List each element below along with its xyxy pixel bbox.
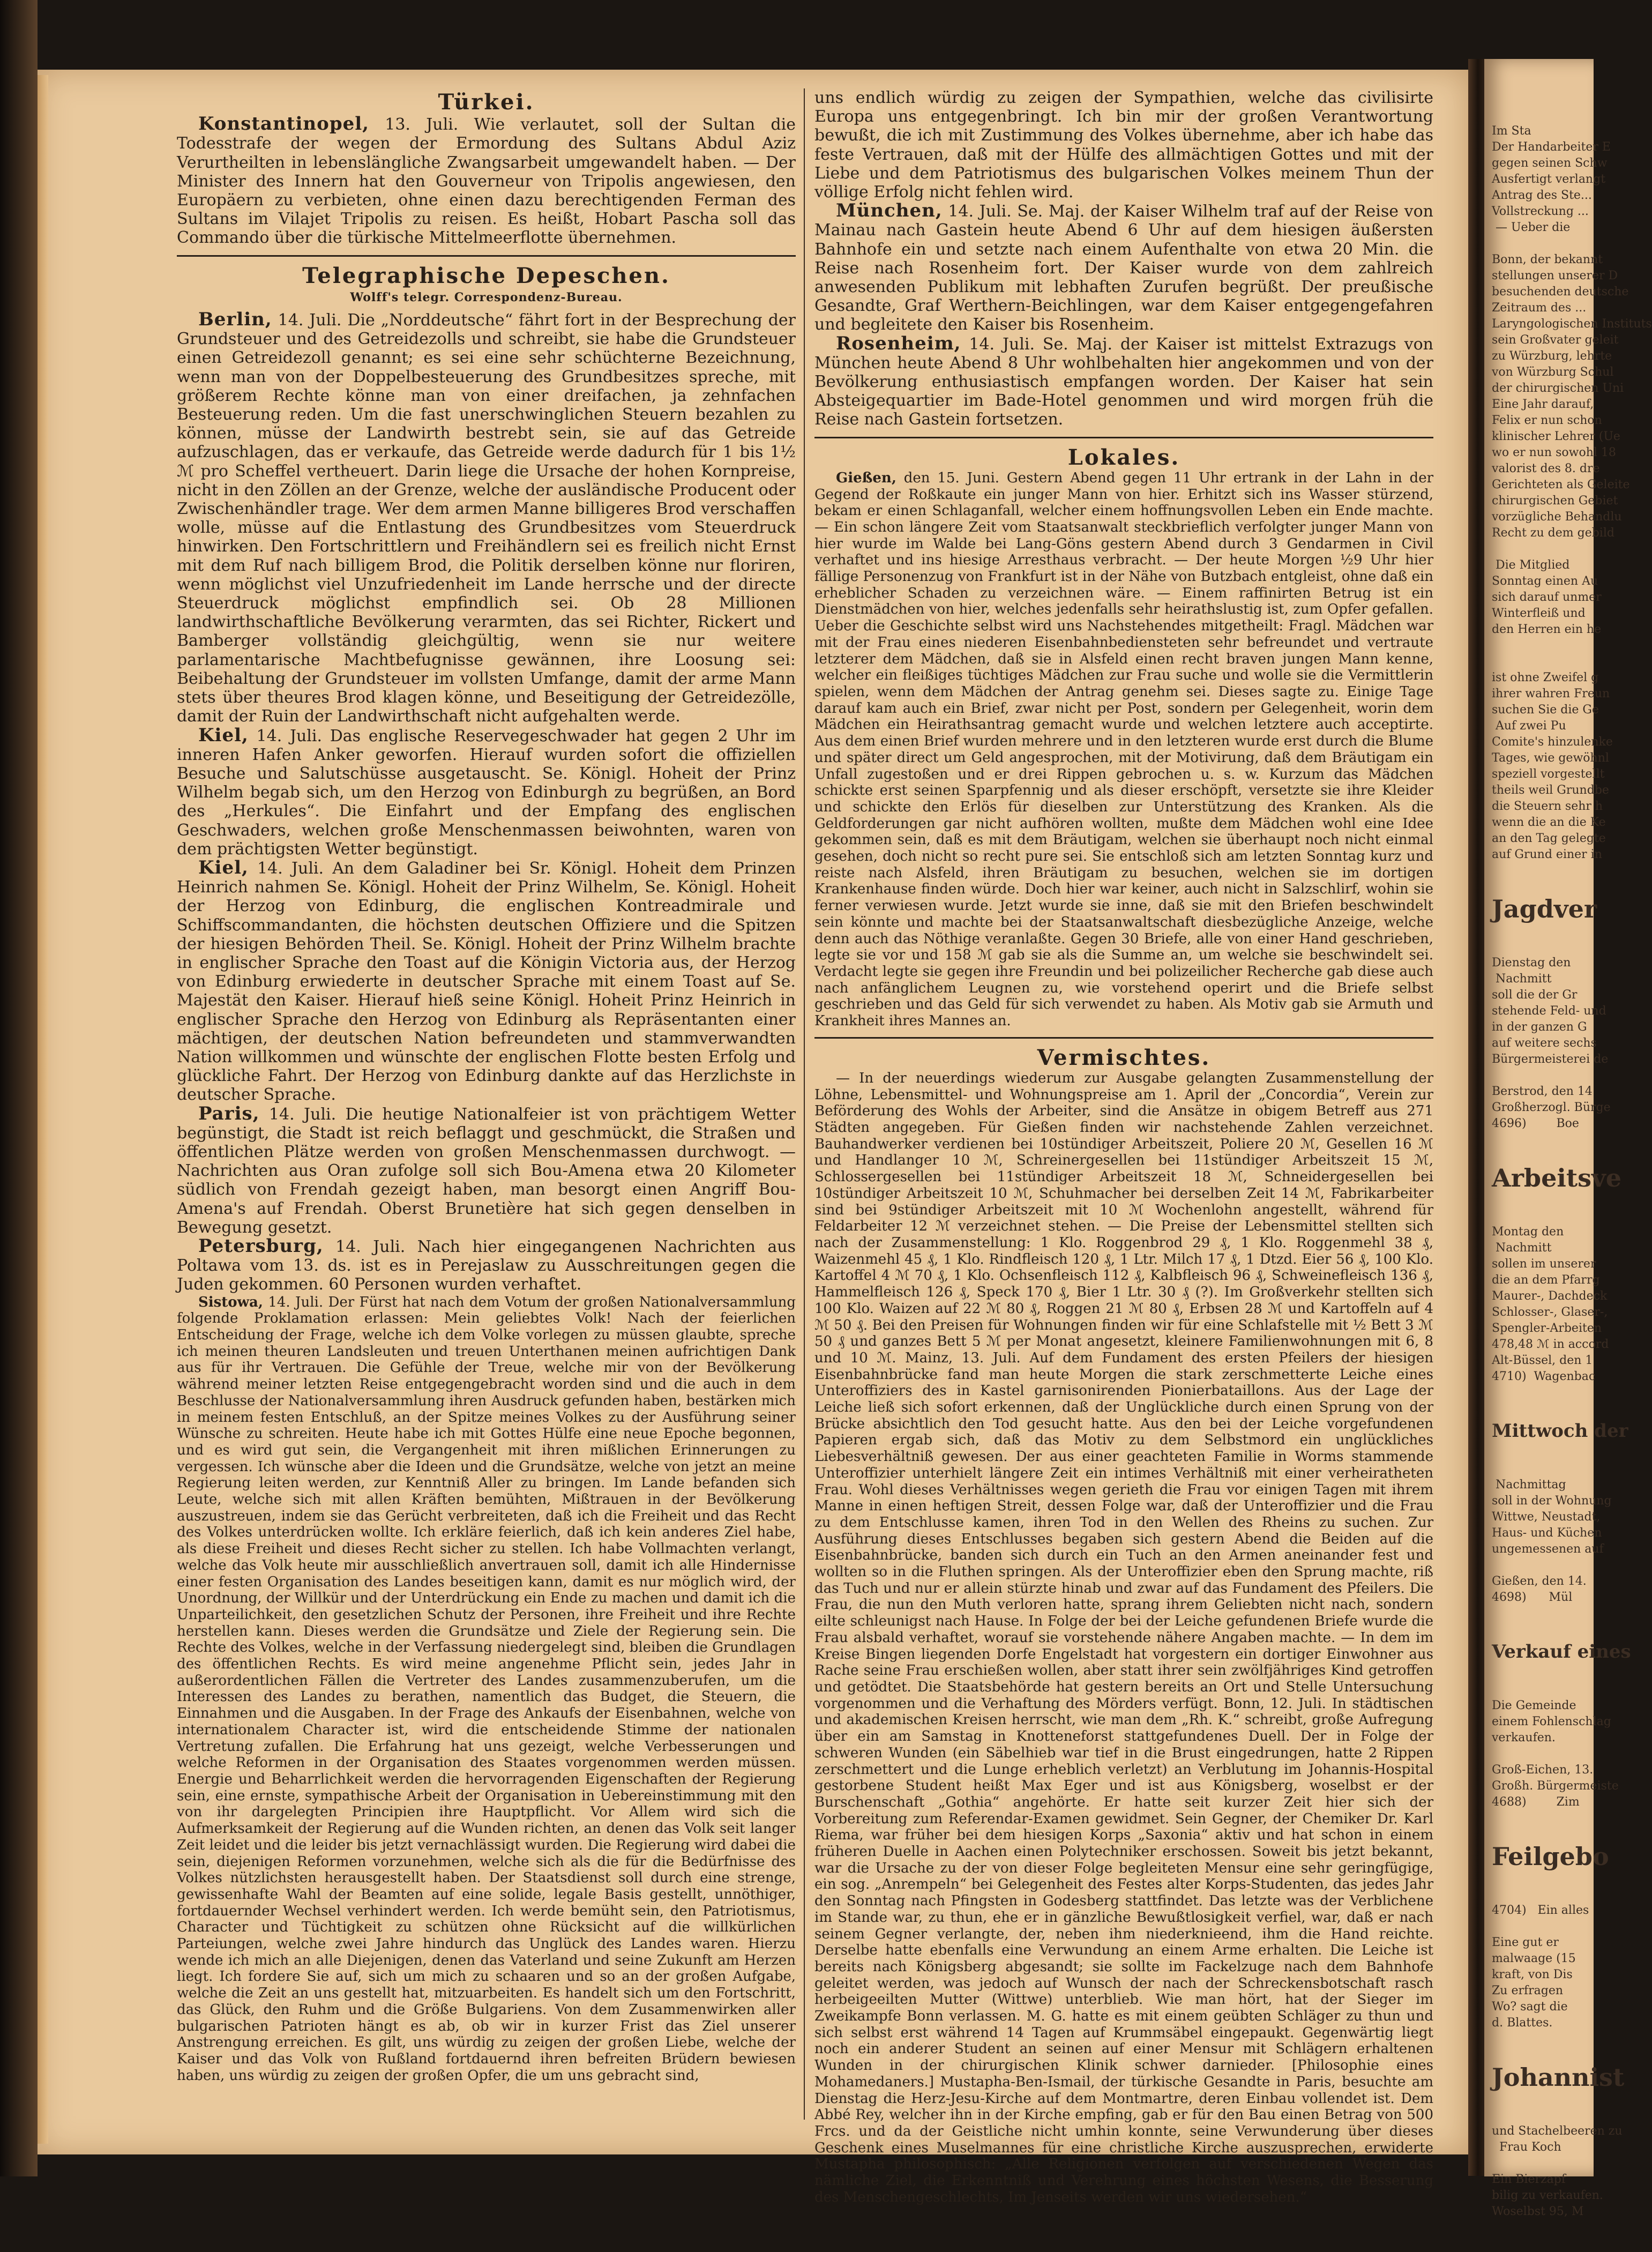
dateline-place: Sistowa, [198,1294,263,1310]
article-konstantinopel [177,115,796,247]
article-kiel-2 [177,856,796,1105]
ad-text: Dienstag den Nachmitt soll die der Gr stehende Feld- und in der ganzen G auf weitere sechs Bürgermeisterei de Berstrod, den 14 Großherzogl. Bürge 4696) Boe [1492,956,1611,1130]
dateline-place: Kiel, [198,724,249,746]
ad-heading: Johannist [1492,2063,1625,2092]
dateline-place: Gießen, [836,469,896,486]
ad-text: Nachmittag soll in der Wohnung Wittwe, Neustadt, Haus- und Küchen ungemessenen auf Gießen, den 14. 4698) Mül [1492,1478,1612,1604]
article-vermischtes: — In der neuerdings wiederum zur Ausgabe gelangten Zusammenstellung der Löhne, Lebensmittel- und Wohnungspreise am 1. April der „Concordia“, Verein zur Beförderung des Wohls der Arbeiter, sind die Ansätze in obigem Betreff aus 271 Städten angegeben. Für Gießen finden wir nachstehende Zahlen verzeichnet. Bauhandwerker verdienen bei 10stündiger Arbeitszeit, Poliere 20 ℳ, Gesellen 16 ℳ und Handlanger 10 ℳ, Schreinergesellen bei 11stündiger Arbeitszeit 15 ℳ, Schlossergesellen bei 11stündiger Arbeitszeit 18 ℳ, Schneidergesellen bei 10stündiger Arbeitszeit 10 ℳ, Schuhmacher bei derselben Zeit 14 ℳ, Fabrikarbeiter sind bei 9stündiger Arbeitszeit mit 10 ℳ Wochenlohn angestellt, während für Feldarbeiter 12 ℳ verzeichnet stehen. — Die Preise der Lebensmittel stellten sich nach der Zusammenstellung: 1 Klo. Roggenbrod 29 ₰, 1 Klo. Roggenmehl 38 ₰, Waizenmehl 45 ₰, 1 Klo. Rindfleisch 120 ₰, 1 Ltr. Milch 17 ₰, 1 Dtzd. Eier 56 ₰, 100 Klo. Kartoffel 4 ℳ 70 ₰, 1 Klo. Ochsenfleisch 112 ₰, Kalbfleisch 96 ₰, Schweinefleisch 136 ₰, Hammelfleisch 126 ₰, Speck 170 ₰, Bier 1 Ltr. 30 ₰ (?). Im Großverkehr stellten sich 100 Klo. Waizen auf 22 ℳ 80 ₰, Roggen 21 ℳ 80 ₰, Erbsen 28 ℳ und Kartoffeln auf 4 ℳ 50 ₰. Bei den Preisen für Wohnungen finden wir für eine Schlafstelle mit ½ Bett 3 ℳ 50 ₰ und ganzes Bett 5 ℳ per Monat angesetzt, kleinere Familienwohnungen mit 6, 8 und 10 ℳ. Mainz, 13. Juli. Auf dem Fundament des ersten Pfeilers der hiesigen Eisenbahnbrücke fand man heute Morgen die stark zerschmetterte Leiche eines Unteroffiziers des in Kastel garnisonirenden Pionierbataillons. Aus der Lage der Leiche ließ sich sofort erkennen, daß der Unglückliche durch einen Sprung von der Brücke absichtlich den Tod gesucht hatte. Aus den bei der Leiche vorgefundenen Papieren ergab sich, daß das Motiv zu dem Selbstmord ein unglückliches Liebesverhältniß gewesen. Der aus einer geachteten Familie in Worms stammende Unteroffizier unterhielt längere Zeit ein intimes Verhältniß mit einer verheiratheten Frau. Wohl dieses Verhältnisses wegen gerieth die Frau vor einigen Tagen mit ihrem Manne in einen heftigen Streit, dessen Folge war, daß der Unteroffizier und die Frau zu dem Entschlusse kamen, ihren Tod in den Wellen des Rheins zu suchen. Zur Ausführung dieses Entschlusses begaben sich gestern Abend die Beiden auf die Eisenbahnbrücke, banden sich durch ein Tuch an den Armen aneinander fest und wollten so in die Fluthen springen. Als der Unteroffizier eben den Sprung machte, riß das Tuch und nur er allein stürzte hinab und zwar auf das Fundament des Pfeilers. Die Frau, die nun den Muth verloren hatte, sprang ihrem Geliebten nicht nach, sondern eilte schleunigst nach Hause. In Folge der bei der Leiche gefundenen Briefe wurde die Frau alsbald verhaftet, worauf sie vorstehende nähere Angaben machte. — In dem im Kreise Bingen liegenden Dorfe Engelstadt hat vorgestern ein dortiger Einwohner aus Rache seine Frau erschießen wollen, aber statt ihrer sein zwölfjähriges Kind getroffen und getödtet. Die Staatsbehörde hat gestern bereits an Ort und Stelle Untersuchung vorgenommen und die Verhaftung des Mörders verfügt. Bonn, 12. Juli. In städtischen und akademischen Kreisen herrscht, wie man dem „Rh. K.“ schreibt, große Aufregung über ein am Samstag in Knotteneforst stattgefundenes Duell. Der in Folge der schweren Wunden (ein Säbelhieb war tief in die Brust eingedrungen, hatte 2 Rippen zerschmettert und die Lunge erheblich verletzt) an Verblutung im Johannis-Hospital gestorbene Student heißt Max Eger und ist aus Königsberg, woselbst er der Burschenschaft „Gothia“ angehörte. Er hatte seit kurzer Zeit hier sich der Vorbereitung zum Referendar-Examen gewidmet. Sein Gegner, der Chemiker Dr. Karl Riema, war früher bei dem hiesigen Korps „Saxonia“ aktiv und hat schon in einem früheren Duelle in Aachen einen Polytechniker erschossen. Soweit bis jetzt bekannt, war die Ursache zu der von dieser Folge begleiteten Mensur eine sehr geringfügige, ein sog. „Anrempeln“ bei Gelegenheit des Festes alter Korps-Studenten, das jedes Jahr den Sonntag nach Pfingsten in Godesberg stattfindet. Das letzte was der Verblichene im Stande war, zu thun, ehe er in gänzliche Bewußtlosigkeit verfiel, war, daß er nach seinem Gegner verlangte, der, neben ihm niederknieend, ihm die Hand reichte. Derselbe hatte ebenfalls eine Verwundung an einem Arme erhalten. Die Leiche ist bereits nach Königsberg abgesandt; sie sollte im Fackelzuge nach dem Bahnhofe geleitet werden, was jedoch auf Wunsch der nach der Schreckensbotschaft rasch herbeigeeilten Mutter (Wittwe) unterblieb. Wie man hört, hat der Sieger im Zweikampfe Bonn verlassen. M. G. hatte es mit einem geübten Schläger zu thun und sich selbst erst während 14 Tagen auf Krummsäbel eingepaukt. Gegenwärtig liegt noch ein anderer Student an seinen auf einer Mensur mit Schlägern erhaltenen Wunden in der chirurgischen Klinik schwer darnieder. [Philosophie eines Mohamedaners.] Mustapha-Ben-Ismail, der türkische Gesandte in Paris, besuchte am Dienstag die Herz-Jesu-Kirche auf dem Montmartre, deren Einbau vollendet ist. Dem Abbé Rey, welcher ihn in der Kirche empfing, gab er für den Bau einen Betrag von 500 Frcs. und da der Geistliche nicht umhin konnte, seine Verwunderung über dieses Geschenk eines Muselmannes für eine christliche Kirche auszusprechen, erwiderte Mustapha philosophisch: „Alle Religionen verfolgen auf verschiedenen Wegen das nämliche Ziel, die Erkenntniß und Verehrung eines höchsten Wesens, die Besserung des Menschengeschlechts, Im Jenseits werden wir uns wiedersehen.“ [814,1070,1433,2205]
ad-text: 4704) Ein alles Eine gut er malwaage (15 kraft, von Dis Zu erfragen Wo? sagt die d. Blattes. [1492,1904,1589,2030]
section-heading-vermischtes: Vermischtes. [1037,1045,1211,1070]
dateline-place: Berlin, [198,309,272,331]
ad-heading: Jagdver [1492,894,1597,923]
article-muenchen [814,202,1433,334]
dateline-place: Petersburg, [198,1235,324,1257]
section-rule [177,255,796,257]
ad-heading: Mittwoch der [1492,1420,1628,1442]
column-divider [804,88,805,2120]
adjacent-page-text [1492,91,1652,2252]
article-rosenheim [814,334,1433,429]
article-text: 14. Juli. Der Fürst hat nach dem Votum der großen Nationalversammlung folgende Proklamation erlassen: Mein geliebtes Volk! Nach der feierlichen Entscheidung der Frage, welche ich dem Volke vorlegen zu müssen glaubte, spreche ich meinen theuren Landsleuten und treuen Unterthanen meinen aufrichtigen Dank aus für ihr Vertrauen. Die Gefühle der Treue, welche mir von der Bevölkerung während meiner letzten Reise entgegengebracht worden sind und die auch in dem Beschlusse der Nationalversammlung ihren Ausdruck gefunden haben, bestärken mich in meinem festen Entschluß, an der Spitze meines Volkes zu der Ausführung seiner Wünsche zu schreiten. Heute habe ich mit Gottes Hülfe eine neue Epoche begonnen, und es wird gut sein, die Vergangenheit mit ihren mißlichen Erinnerungen zu vergessen. Ich wünsche aber die Ideen und die Grundsätze, welche von jetzt an meine Regierung leiten werden, zur Kenntniß Aller zu bringen. Im Lande befanden sich Leute, welche sich mit allen Kräften bemühten, Mißtrauen in der Bevölkerung auszustreuen, indem sie das Gerücht verbreiteten, daß ich die Freiheit und das Recht des Volkes unterdrücken wollte. Ich erkläre feierlich, daß ich kein anderes Ziel habe, als diese Freiheit und dieses Recht sicher zu stellen. Ich habe Vollmachten verlangt, welche das Volk heute mir ausschließlich anvertrauen soll, damit ich alle Hindernisse einer festen Organisation des Landes beseitigen kann, damit es nur möglich wird, der Unordnung, der Willkür und der Unterdrückung ein Ende zu machen und damit ich die Unparteilichkeit, den gesetzlichen Schutz der Personen, ihre Freiheit und ihre Rechte herstellen kann. Dieses werden die Grundsätze und Ziele der Regierung sein. Die Rechte des Volkes, welche in der Verfassung niedergelegt sind, bleiben die Grundlagen des öffentlichen Rechts. Es wird meine angenehme Pflicht sein, jedes Jahr in außerordentlichen Fällen die Vertreter des Landes zusammenzuberufen, um die Interessen des Landes zu berathen, namentlich das Budget, die Steuern, die Einnahmen und die Ausgaben. In der Frage des Ankaufs der Eisenbahnen, welche von internationalem Character ist, wird die entscheidende Stimme der nationalen Vertretung zufallen. Die Erfahrung hat uns gezeigt, welche Verbesserungen und welche Reformen in der Organisation des Staates vorgenommen werden müssen. Energie und Beharrlichkeit werden die hervorragenden Eigenschaften der Regierung sein, eine ernste, sympathische Arbeit der Organisation in Uebereinstimmung mit den von ihr dargelegten Principien ihre Hauptpflicht. Vor Allem wird sich die Aufmerksamkeit der Regierung auf die Wunden richten, an denen das Volk seit langer Zeit leidet und die leider bis jetzt vernachlässigt wurden. Die Regierung wird dabei die sein, diejenigen Reformen vorzunehmen, welche sich als die für die Bedürfnisse des Volkes nützlichsten herausgestellt haben. Der Staatsdienst soll durch eine strenge, gewissenhafte Wahl der Beamten auf eine solide, legale Basis gestellt, unnöthiger, fortdauernder Wechsel verhindert werden. Ich werde bemüht sein, den Patriotismus, Character und Tüchtigkeit zu schützen ohne Rücksicht auf die willkürlichen Parteiungen, welche zwei Jahre hindurch das Unglück des Landes waren. Hierzu wende ich mich an alle Diejenigen, denen das Vaterland und seine Zukunft am Herzen liegt. Ich fordere Sie auf, sich um mich zu schaaren und so an der großen Aufgabe, welche die Zeit an uns gestellt hat, mitzuarbeiten. Es handelt sich um den Fortschritt, das Glück, den Ruhm und die Größe Bulgariens. Von dem Zusammenwirken aller bulgarischen Patrioten hängt es ab, ob wir in kurzer Frist das Ziel unserer Anstrengung erreichen. Es gilt, uns würdig zu zeigen der großen Liebe, welche der Kaiser und das Volk von Rußland fortdauernd ihren befreiten Brüdern bewiesen haben, uns würdig zu zeigen der großen Opfer, die um uns gebracht sind, [177,1294,796,2084]
article-kiel-1 [177,726,796,859]
ad-heading: Verkauf eines [1492,1641,1631,1662]
article-text: 14. Juli. Die „Norddeutsche“ fährt fort in der Besprechung der Grundsteuer und des Getreidezolls und schreibt, sie habe die Grundsteuer einen Getreidezoll genannt; es sei eine sehr schüchterne Bezeichnung, wenn man von der Doppelbesteuerung des Grundbesitzes spreche, mit größerem Rechte könne man von einer dreifachen, ja zehnfachen Besteuerung reden. Um die fast unerschwinglichen Steuern bezahlen zu können, müsse der Landwirth bestrebt sein, sie auf das Getreide aufzuschlagen, das er verkaufe, das Getreide werde dadurch für 1 bis 1½ ℳ pro Scheffel vertheuert. Darin liege die Ursache der hohen Kornpreise, nicht in den Zöllen an der Grenze, welche der ausländische Producent oder Zwischenhändler trage. Wer dem armen Manne billigeres Brod verschaffen wolle, müsse auf die Entlastung des Grundbesitzes vom Steuerdruck hinwirken. Den Fortschrittlern und Freihändlern sei es freilich nicht Ernst mit dem Ruf nach billigem Brod, die Politik derselben könne nur floriren, wenn möglichst viel Unzufriedenheit im Lande herrsche und der directe Steuerdruck möglichst empfindlich sei. Ob 28 Millionen landwirthschaftliche Bevölkerung verarmten, das sei Richter, Rickert und Bamberger vollständig gleichgültig, wenn sie nur weitere parlamentarische Machtbefugnisse gewännen, ihre Loosung sei: Beibehaltung der Grundsteuer im vollsten Umfange, damit der arme Mann stets über theures Brod klagen könne, und Beseitigung der Getreidezölle, damit der Ruin der Landwirthschaft nicht aufgehalten werde. [177,311,796,726]
column-right [814,88,1433,2205]
dateline-place: Paris, [198,1102,260,1124]
dateline-place: Rosenheim, [836,332,961,354]
section-heading-turkei: Türkei. [438,90,535,115]
adjacent-page-columns: Im Sta Der Handarbeiter E gegen seinen Schw Ausfertigt verlangt Antrag des Ste... Vollstreckung ... — Ueber die Bonn, der bekannt stellungen unserer D besuchenden deutsche Zeitraum des ... Laryngologischen Instituts sein Großvater geleit zu Würzburg, lehrte von Würzburg Schul der chirurgischen Uni Eine Jahr darauf, Felix er nun schon klinischer Lehrer (Ue wo er nun sowohl 18 valorist des 8. dre Gerichteten als Geleite chirurgischen Gebiet vorzügliche Behandlu Recht zu dem gebild Die Mitglied Sonntag einen Au sich darauf unmer Winterfleiß und den Herren ein he ist ohne Zweifel g ihrer wahren Freun suchen Sie die Ge Auf zwei Pu Comite's hinzulenke Tages, wie gewöhnl speziell vorgestellt theils weil Grundbe die Steuern sehr h wenn die an die Ke an den Tag gelegte auf Grund einer in [1492,124,1652,861]
article-text: 14. Juli. Nach hier eingegangenen Nachrichten aus Poltawa vom 13. ds. ist es in Perejaslaw zu Ausschreitungen gegen die Juden gekommen. 60 Personen wurden verhaftet. [177,1237,796,1294]
book-binding-left [0,0,38,2176]
article-berlin [177,310,796,726]
article-text: 14. Juli. An dem Galadiner bei Sr. Königl. Hoheit dem Prinzen Heinrich nahmen Se. Königl. Hoheit der Prinz Wilhelm, Se. Königl. Hoheit der Herzog von Edinburg, die englischen Kontreadmirale und Schiffscommandanten, die höchsten deutschen Offiziere und die Spitzen der hiesigen Behörden Theil. Se. Königl. Hoheit der Prinz Wilhelm brachte in englischer Sprache den Toast auf die Königin Victoria aus, der Herzog von Edinburg erwiederte in deutscher Sprache mit einem Toast auf Se. Majestät den Kaiser. Hierauf hieß seine Königl. Hoheit Prinz Heinrich in englischer Sprache den Herzog von Edinburg als Repräsentanten einer mächtigen, der deutschen Nation befreundeten und stammverwandten Nation willkommen und wünschte der englischen Flotte besten Erfolg und glückliche Fahrt. Der Herzog von Edinburg dankte auf das Herzlichste in deutscher Sprache. [177,859,796,1105]
article-text: 14. Juli. Se. Maj. der Kaiser Wilhelm traf auf der Reise von Mainau nach Gastein heute Abend 6 Uhr auf dem hiesigen äußersten Bahnhofe ein und setzte nach einem Aufenthalte von etwa 20 Min. die Reise nach Rosenheim fort. Der Kaiser wurde von dem zahlreich anwesenden Publikum mit lebhaften Zurufen begrüßt. Der preußische Gesandte, Graf Werthern-Beichlingen, war dem Kaiser entgegengefahren und begleitete den Kaiser bis Rosenheim. [814,202,1434,334]
section-rule [814,437,1433,438]
dateline-place: München, [836,200,943,222]
article-paris [177,1102,796,1237]
ad-heading: Arbeitsve [1492,1164,1621,1192]
book-gutter [1468,59,1484,2176]
article-giessen [814,470,1433,1030]
article-sistowa [177,1294,796,2084]
section-subheading: Wolff's telegr. Correspondenz-Bureau. [350,290,623,304]
adjacent-page-fragment [1484,59,1652,2218]
article-petersburg [177,1237,796,1294]
ad-text: Die Gemeinde einem Fohlenschlag verkaufen. Groß-Eichen, 13. Großh. Bürgermeiste 4688) Zim [1492,1699,1619,1809]
ad-heading: Feilgebo [1492,1842,1609,1871]
article-text: 14. Juli. Das englische Reservegeschwader hat gegen 2 Uhr im inneren Hafen Anker geworfen. Hierauf wurden sofort die offiziellen Besuche und Salutschüsse ausgetauscht. Se. Königl. Hoheit der Prinz Wilhelm begab sich, um den Herzog von Edinburgh zu begrüßen, an Bord des „Herkules“. Die Einfahrt und der Empfang des englischen Geschwaders, welchen große Menschenmassen beiwohnten, waren von dem prächtigsten Wetter begünstigt. [177,726,796,859]
ad-text: Montag den Nachmitt sollen im unserer die an dem Pfarrg Maurer-, Dachdeck Schlosser-, Glaser-, Spengler-Arbeiten 478,48 ℳ in accord Alt-Büssel, den 1 4710) Wagenbac [1492,1225,1609,1383]
column-left [177,88,796,2084]
article-text: 14. Juli. Se. Maj. der Kaiser ist mittelst Extrazugs von München heute Abend 8 Uhr wohlbehalten hier angekommen und von der Bevölkerung enthusiastisch empfangen worden. Der Kaiser hat sein Absteigequartier im Bade-Hotel genommen und wird morgen früh die Reise nach Gastein fortsetzen. [814,334,1433,429]
section-heading-telegraphische-depeschen: Telegraphische Depeschen. [302,263,670,288]
page-edge [38,75,48,2144]
section-heading-lokales: Lokales. [1067,444,1180,470]
article-continuation: uns endlich würdig zu zeigen der Sympathien, welche das civilisirte Europa uns entgegenbringt. Ich bin mir der großen Verantwortung bewußt, die ich mit Zustimmung des Volkes übernehme, aber ich habe das feste Vertrauen, daß mit der Hülfe des allmächtigen Gottes und mit der Liebe und dem Patriotismus des bulgarischen Volkes meinem Thun der völlige Erfolg nicht fehlen wird. [814,88,1433,202]
article-text: den 15. Juni. Gestern Abend gegen 11 Uhr ertrank in der Lahn in der Gegend der Roßkaute ein junger Mann von hier. Erhitzt sich ins Wasser stürzend, bekam er einen Schlaganfall, welcher einem hoffnungsvollen Leben ein Ende machte. — Ein schon längere Zeit vom Staatsanwalt steckbrieflich verfolgter junger Mann von hier wurde im Walde bei Lang-Göns gestern Abend durch 3 Gendarmen in Civil verhaftet und ins hiesige Arresthaus verbracht. — Der heute Morgen ½9 Uhr hier fällige Personenzug von Frankfurt ist in der Nähe von Butzbach entgleist, ohne daß ein erheblicher Schaden zu verzeichnen wäre. — Einem raffinirten Betrug ist ein Dienstmädchen von hier, welches jedenfalls sehr heirathslustig ist, zum Opfer gefallen. Ueber die Geschichte selbst wird uns Nachstehendes mitgetheilt: Fragl. Mädchen war mit der Frau eines niederen Eisenbahnbediensteten sehr befreundet und vertraute letzterer dem Mädchen, daß sie in Alsfeld einen recht braven jungen Mann kenne, welcher ein fleißiges tüchtiges Mädchen zur Frau suche und wolle sie die Vermittlerin spielen, wenn dem Mädchen der Antrag genehm sei. Dieses sagte zu. Einige Tage darauf kam auch ein Brief, zwar nicht per Post, sondern per Gelegenheit, worin dem Mädchen ein Heirathsantrag gemacht wurde und welchen letztere auch acceptirte. Aus dem einen Brief wurden mehrere und in den letzteren wurde erst durch die Blume und später direct um Geld angesprochen, mit der Motivirung, daß dem Bräutigam ein Unfall zugestoßen und er drei Rippen gebrochen u. s. w. Kurzum das Mädchen schickte erst seinen Sparpfennig und als dieser erschöpft, versetzte sie ihre Kleider und schickte den Erlös für dieselben zur Unterstützung des Kranken. Als die Geldforderungen gar nicht aufhören wollten, mußte dem Mädchen wohl eine Idee gekommen sein, daß es mit dem Bräutigam, welchen sie überhaupt noch nicht einmal gesehen, doch nicht so recht pure sei. Sie entschloß sich am letzten Sonntag kurz und reiste nach Alsfeld, ihren Bräutigam zu besuchen, welchen sie im dortigen Krankenhause finden würde. Doch hier war keiner, auch nicht in Salzschlirf, wohin sie ferner verwiesen wurde. Jetzt wurde sie inne, daß sie mit den Briefen beschwindelt sein könnte und machte bei der Staatsanwaltschaft diesbezügliche Anzeige, welche denn auch das Nöthige veranlaßte. Gegen 30 Briefe, alle von einer Hand geschrieben, legte sie vor und 158 ℳ gab sie als die Summe an, um welche sie beschwindelt sei. Verdacht legte sie gegen ihre Freundin und bei polizeilicher Recherche gab diese auch nach anfänglichem Leugnen zu, wie vorstehend operirt und die Briefe selbst geschrieben und das Geld für sich verwendet zu haben. Als Motiv gab sie Armuth und Krankheit ihres Mannes an. [814,469,1434,1030]
article-text: 14. Juli. Die heutige Nationalfeier ist von prächtigem Wetter begünstigt, die Stadt ist reich beflaggt und geschmückt, die Straßen und öffentlichen Plätze werden von großen Menschenmassen durchwogt. — Nachrichten aus Oran zufolge soll sich Bou-Amena etwa 20 Kilometer südlich von Frendah gezeigt haben, man besorgt einen Angriff Bou-Amena's auf Frendah. Oberst Brunetière hat sich gegen denselben in Bewegung gesetzt. [177,1105,796,1237]
section-rule [814,1037,1433,1039]
ad-text: und Stachelbeeren zu Frau Koch Ein Bierzapf bilig zu verkaufen. Woselbst 95, M [1492,2124,1623,2218]
dateline-place: Konstantinopel, [198,113,369,135]
dateline-place: Kiel, [198,856,249,878]
article-text: 13. Juli. Wie verlautet, soll der Sultan die Todesstrafe der wegen der Ermordung des Sultans Abdul Aziz Verurtheilten in lebenslängliche Zwangsarbeit umgewandelt haben. — Der Minister des Innern hat den Gouverneur von Tripolis angewiesen, den Europäern zu verbieten, ohne einen dazu berechtigenden Ferman des Sultans im Vilajet Tripolis zu reisen. Es heißt, Hobart Pascha soll das Commando über die türkische Mittelmeerflotte übernehmen. [177,115,796,248]
